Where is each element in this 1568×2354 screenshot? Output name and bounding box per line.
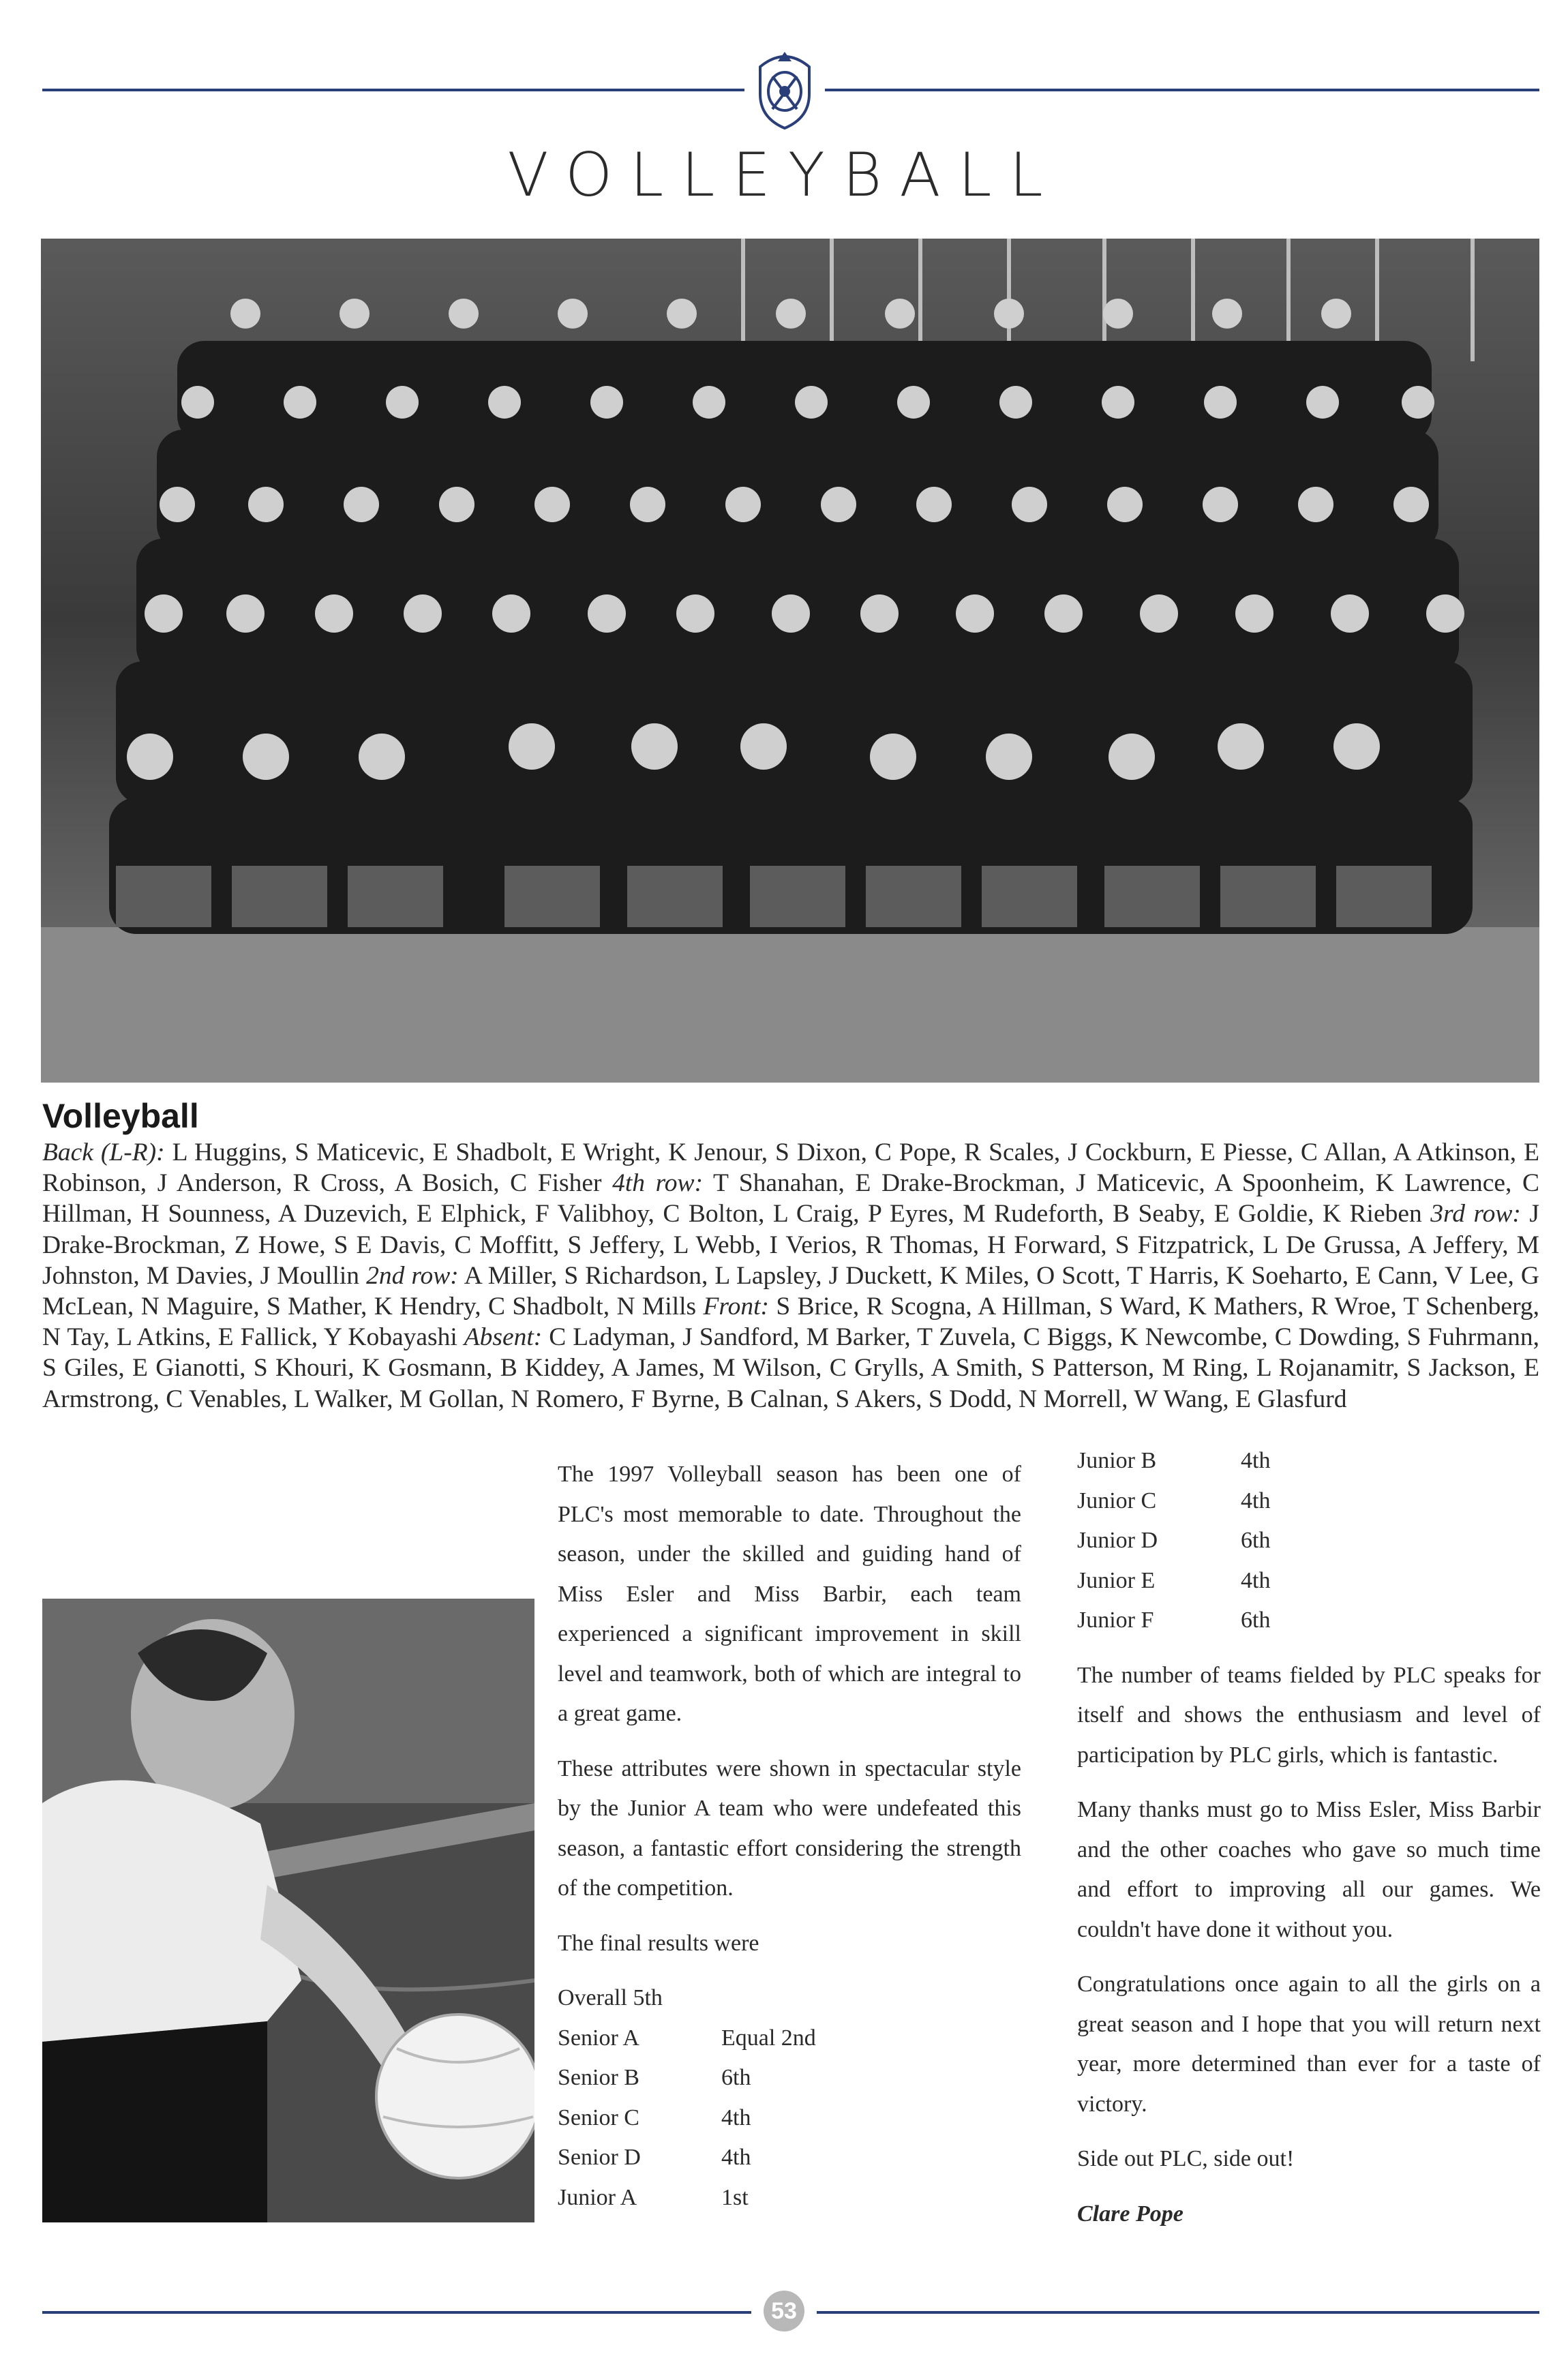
result-team: Junior A <box>558 2184 637 2210</box>
result-place: 4th <box>1241 1448 1271 1473</box>
article-paragraph-1: The 1997 Volleyball season has been one of PLC's most memorable to date. Throughout the season, under the skilled and guiding hand of Miss Esler and Miss Barbir, each team experienced a significant improvement in skill level and teamwork, both of which are integral to a great game. <box>558 1462 1021 1726</box>
article-paragraph-7: Side out PLC, side out! <box>1077 2146 1295 2171</box>
caption-label-absent: Absent: <box>464 1323 543 1352</box>
result-row <box>558 2178 1021 2218</box>
caption-label-back: Back (L-R): <box>42 1138 165 1166</box>
result-team: Junior C <box>1077 1488 1157 1513</box>
result-row <box>558 2138 1021 2178</box>
header-rule-right <box>825 89 1539 91</box>
team-photograph <box>41 239 1539 1083</box>
result-row <box>1077 1441 1541 1481</box>
player-photograph <box>42 1599 534 2222</box>
caption-label-4th-row: 4th row: <box>612 1169 704 1198</box>
results-list-junior <box>1077 1441 1541 1641</box>
caption-names-back: L Huggins, S Maticevic, E Shadbolt, E Wright, K Jenour, S Dixon, C Pope, R Scales, J Cockburn, E Piesse, C Allan, A Atkinson, E Robinson, J Anderson, R Cross, A Bosich, C Fisher <box>42 1138 1539 1198</box>
result-place: 4th <box>1241 1488 1271 1513</box>
article-paragraph-6: Congratulations once again to all the girls on a great season and I hope that you will return next year, more determined than ever for a taste of victory. <box>1077 1972 1541 2117</box>
result-row <box>1077 1521 1541 1561</box>
result-team: Junior D <box>1077 1528 1158 1553</box>
result-team: Senior A <box>558 2025 639 2051</box>
caption-names-4th-row: T Shanahan, E Drake-Brockman, J Maticevic, A Spoonheim, K Lawrence, C Hillman, H Sounness, A Duzevich, E Elphick, F Valibhoy, C Bolton, L Craig, P Eyres, M Rudeforth, B Seaby, E Goldie, K Rieben <box>42 1169 1540 1228</box>
header-rule-left <box>42 89 744 91</box>
result-row <box>1077 1481 1541 1522</box>
result-row <box>1077 1561 1541 1601</box>
caption-label-front: Front: <box>703 1293 770 1321</box>
article-column-right <box>1077 1441 1541 2249</box>
page-title: VOLLEYBALL <box>507 140 1061 210</box>
author-signature: Clare Pope <box>1077 2201 1183 2227</box>
caption-title: Volleyball <box>42 1097 199 1135</box>
result-team: Senior B <box>558 2065 639 2090</box>
page-number: 53 <box>764 2291 804 2332</box>
result-team: Senior C <box>558 2104 639 2130</box>
caption-label-3rd-row: 3rd row: <box>1430 1200 1521 1228</box>
school-crest-icon <box>753 46 816 131</box>
result-place: 6th <box>1241 1528 1271 1553</box>
result-row <box>558 2058 1021 2098</box>
footer-rule-right <box>817 2311 1539 2314</box>
caption-names-3rd-row: J Drake-Brockman, Z Howe, S E Davis, C Moffitt, S Jeffery, L Webb, I Verios, R Thomas, H Forward, S Fitzpatrick, L De Grussa, A Jeffery, M Johnston, M Davies, J Moullin <box>42 1200 1539 1290</box>
result-place: 1st <box>721 2184 749 2210</box>
caption-body <box>42 1137 1539 1415</box>
result-team: Senior D <box>558 2145 641 2170</box>
result-row <box>1077 1601 1541 1641</box>
result-place: 6th <box>1241 1608 1271 1633</box>
article-paragraph-5: Many thanks must go to Miss Esler, Miss Barbir and the other coaches who gave so much time and effort to improving all our games. We couldn't have done it without you. <box>1077 1797 1541 1942</box>
result-place: 4th <box>1241 1567 1271 1593</box>
article-paragraph-4: The number of teams fielded by PLC speaks for itself and shows the enthusiasm and level of participation by PLC girls, which is fantastic. <box>1077 1662 1541 1768</box>
article-column-middle <box>558 1455 1021 2218</box>
article-paragraph-3: The final results were <box>558 1930 759 1956</box>
caption-label-2nd-row: 2nd row: <box>366 1261 459 1290</box>
result-team: Junior B <box>1077 1448 1157 1473</box>
article-paragraph-2: These attributes were shown in spectacular style by the Junior A team who were undefeated this season, a fantastic effort considering the strength of the competition. <box>558 1755 1021 1901</box>
result-place: Equal 2nd <box>721 2025 816 2051</box>
results-list-senior <box>558 2019 1021 2218</box>
caption-names-2nd-row: A Miller, S Richardson, L Lapsley, J Duckett, K Miles, O Scott, T Harris, K Soeharto, E Cann, V Lee, G McLean, N Maguire, S Mather, K Hendry, C Shadbolt, N Mills <box>42 1261 1540 1321</box>
result-team: Junior E <box>1077 1567 1156 1593</box>
caption-names-front: S Brice, R Scogna, A Hillman, S Ward, K Mathers, R Wroe, T Schenberg, N Tay, L Atkins, E Fallick, Y Kobayashi <box>42 1293 1539 1352</box>
result-team: Junior F <box>1077 1608 1154 1633</box>
result-row <box>558 2098 1021 2139</box>
result-place: 6th <box>721 2065 751 2090</box>
caption-names-absent: C Ladyman, J Sandford, M Barker, T Zuvela, C Biggs, K Newcombe, C Dowding, S Fuhrmann, S Giles, E Gianotti, S Khouri, K Gosmann, B Kiddey, A James, M Wilson, C Grylls, A Smith, S Patterson, M Ring, L Rojanamitr, S Jackson, E Armstrong, C Venables, L Walker, M Gollan, N Romero, F Byrne, B Calnan, S Akers, S Dodd, N Morrell, W Wang, E Glasfurd <box>42 1323 1539 1413</box>
overall-result: Overall 5th <box>558 1985 663 2010</box>
footer-rule-left <box>42 2311 751 2314</box>
result-place: 4th <box>721 2104 751 2130</box>
result-row <box>558 2019 1021 2059</box>
result-place: 4th <box>721 2145 751 2170</box>
